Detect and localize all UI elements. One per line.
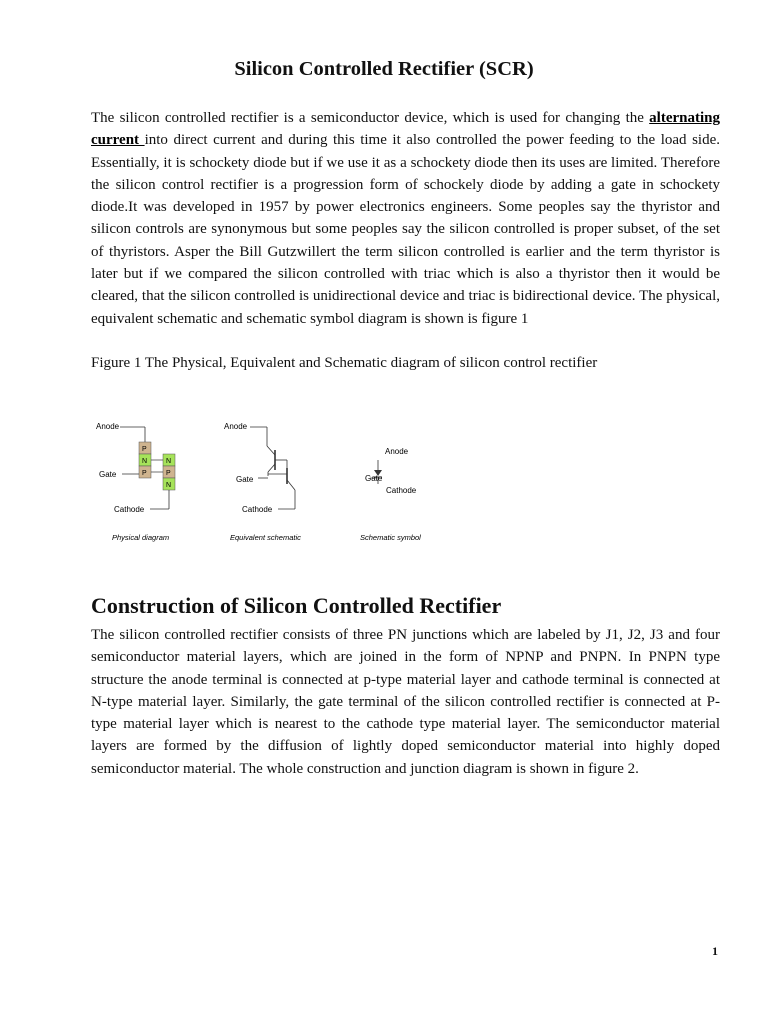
physical-diagram	[96, 422, 175, 542]
equivalent-schematic-caption: Equivalent schematic	[230, 533, 301, 542]
intro-text-end: into direct current and during this time it also controlled the power feeding to the load side. Essentially, it is schockety diode but if we use it as a schockety diode then its uses are limited. Therefore the silicon control rectifier is a progression form of schockely diode by adding a gate in schockety diode.It was developed in 1957 by power electronics engineers. Some peoples say the thyristor and silicon controls are synonymous but some peoples say the silicon controlled is proper subset, of the set of thyristors. Asper the Bill Gutzwillert the term silicon controlled is earlier and the term thyristor is later but if we compared the silicon controlled with triac which is also a thyristor then it would be cleared, that the silicon controlled is unidirectional device and triac is bidirectional device. The physical, equivalent schematic and schematic symbol diagram is shown is figure 1	[91, 132, 720, 327]
symbol-anode-label: Anode	[385, 447, 409, 456]
page-number: 1	[712, 944, 718, 958]
equivalent-cathode-label: Cathode	[242, 505, 273, 514]
layer-label: N	[166, 458, 172, 465]
schematic-symbol	[360, 447, 421, 542]
physical-anode-label: Anode	[96, 422, 120, 431]
schematic-symbol-caption: Schematic symbol	[360, 533, 421, 542]
layer-label: N	[166, 482, 172, 489]
layer-label: P	[166, 470, 171, 477]
layer-label: P	[142, 446, 147, 453]
scr-figure	[90, 412, 450, 552]
equivalent-anode-label: Anode	[224, 422, 248, 431]
layer-label: N	[142, 458, 148, 465]
layer-label: P	[142, 470, 147, 477]
intro-text-start: The silicon controlled rectifier is a semiconductor device, which is used for changing the	[91, 110, 650, 126]
page-title: Silicon Controlled Rectifier (SCR)	[234, 58, 534, 80]
figure-caption: Figure 1 The Physical, Equivalent and Schematic diagram of silicon control rectifier	[91, 355, 598, 371]
equivalent-schematic	[224, 422, 301, 542]
construction-paragraph: The silicon controlled rectifier consists of three PN junctions which are labeled by J1, J2, J3 and four semiconductor material layers, which are joined in the form of NPNP and PNPN. In PNPN type structure the anode terminal is connected at p-type material layer and cathode terminal is connected at N-type material layer. Similarly, the gate terminal of the silicon controlled rectifier is connected at P-type material layer which is nearest to the cathode type material layer. The semiconductor material layers are formed by the diffusion of lightly doped semiconductor material into highly doped semiconductor material. The whole construction and junction diagram is shown in figure 2.	[91, 627, 720, 777]
physical-cathode-label: Cathode	[114, 505, 145, 514]
intro-paragraph	[91, 107, 720, 330]
physical-gate-label: Gate	[99, 470, 117, 479]
symbol-cathode-label: Cathode	[386, 486, 417, 495]
alternating-current-link[interactable]: alternating current	[91, 110, 720, 149]
section-heading: Construction of Silicon Controlled Rectifier	[91, 593, 502, 618]
physical-diagram-caption: Physical diagram	[112, 533, 170, 542]
symbol-gate-label: Gate	[365, 474, 383, 483]
equivalent-gate-label: Gate	[236, 475, 254, 484]
